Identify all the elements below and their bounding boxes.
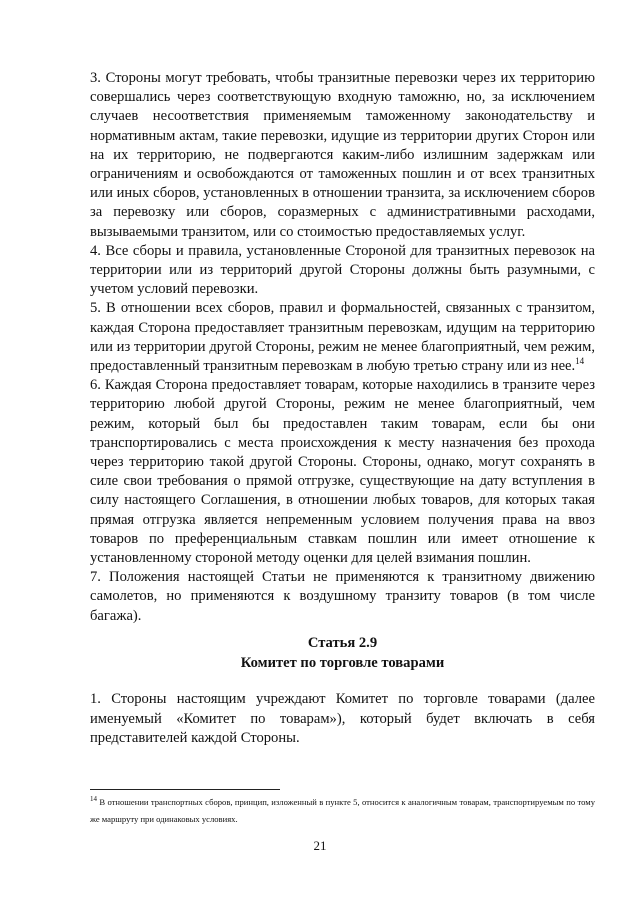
paragraph-5 [90,299,595,376]
article-2-9-body [90,690,595,749]
paragraph-4: 4. Все сборы и правила, установленные Стороной для транзитных перевозок на территории или из территорий другой Стороны должны быть разумными, с учетом условий перевозки. [90,242,595,298]
paragraph-7: 7. Положения настоящей Статьи не применяются к транзитному движению самолетов, но применяются к воздушному транзиту товаров (в том числе багажа). [90,569,595,624]
article-number-heading: Статья 2.9 [307,635,378,651]
article-2-9-paragraph-1: 1. Стороны настоящим учреждают Комитет по торговле товарами (далее именуемый «Комитет по товарам»), который будет включать в себя представителей каждой Стороны. [90,691,595,746]
footnote-separator [90,789,280,790]
article-title-heading: Комитет по торговле товарами [240,655,445,671]
paragraph-5-text: 5. В отношении всех сборов, правил и формальностей, связанных с транзитом, каждая Сторона предоставляет транзитным перевозкам, идущим на территорию или из территории другой Стороны, режим не менее благоприятный, чем режим, предоставленный транзитным перевозкам в любую третью страну или из нее. [90,300,595,375]
page-number: 21 [313,838,327,853]
footnote-reference: 14 [575,356,585,367]
footnote [90,794,595,828]
article-2-8-body [90,69,595,626]
paragraph-3: 3. Стороны могут требовать, чтобы транзитные перевозки через их территорию совершались через соответствующую входную таможню, но, за исключением случаев несоответствия применяемым таможенному законодательству и нормативным актам, такие перевозки, идущие из территории других Сторон или на их территорию, не подвергаются каким-либо излишним задержкам или ограничениям и освобождаются от таможенных пошлин и от всех транзитных или иных сборов, установленных в отношении транзита, за исключением сборов за перевозку или сборов, соразмерных с административными расходами, вызываемыми транзитом, или со стоимостью предоставляемых услуг. [90,70,595,240]
paragraph-6: 6. Каждая Сторона предоставляет товарам, которые находились в транзите через территорию любой другой Стороны, режим не менее благоприятный, чем режим, который был бы предоставлен таким товарам, если бы они транспортировались с места происхождения к месту назначения без прохода через территорию такой другой Стороны. Стороны, однако, могут сохранять в силе свои требования о прямой отгрузке, существующие на дату вступления в силу настоящего Соглашения, в отношении любых товаров, для которых такая прямая отгрузка является непременным условием получения права на ввоз товаров по преференциальным ставкам пошлин или имеет отношение к установленному стороной методу оценки для целей взимания пошлин. [90,377,595,567]
footnote-text: В отношении транспортных сборов, принцип, изложенный в пункте 5, относится к аналогичным товарам, транспортируемым по тому же маршруту при одинаковых условиях. [90,797,595,824]
footnote-number: 14 [90,795,97,803]
